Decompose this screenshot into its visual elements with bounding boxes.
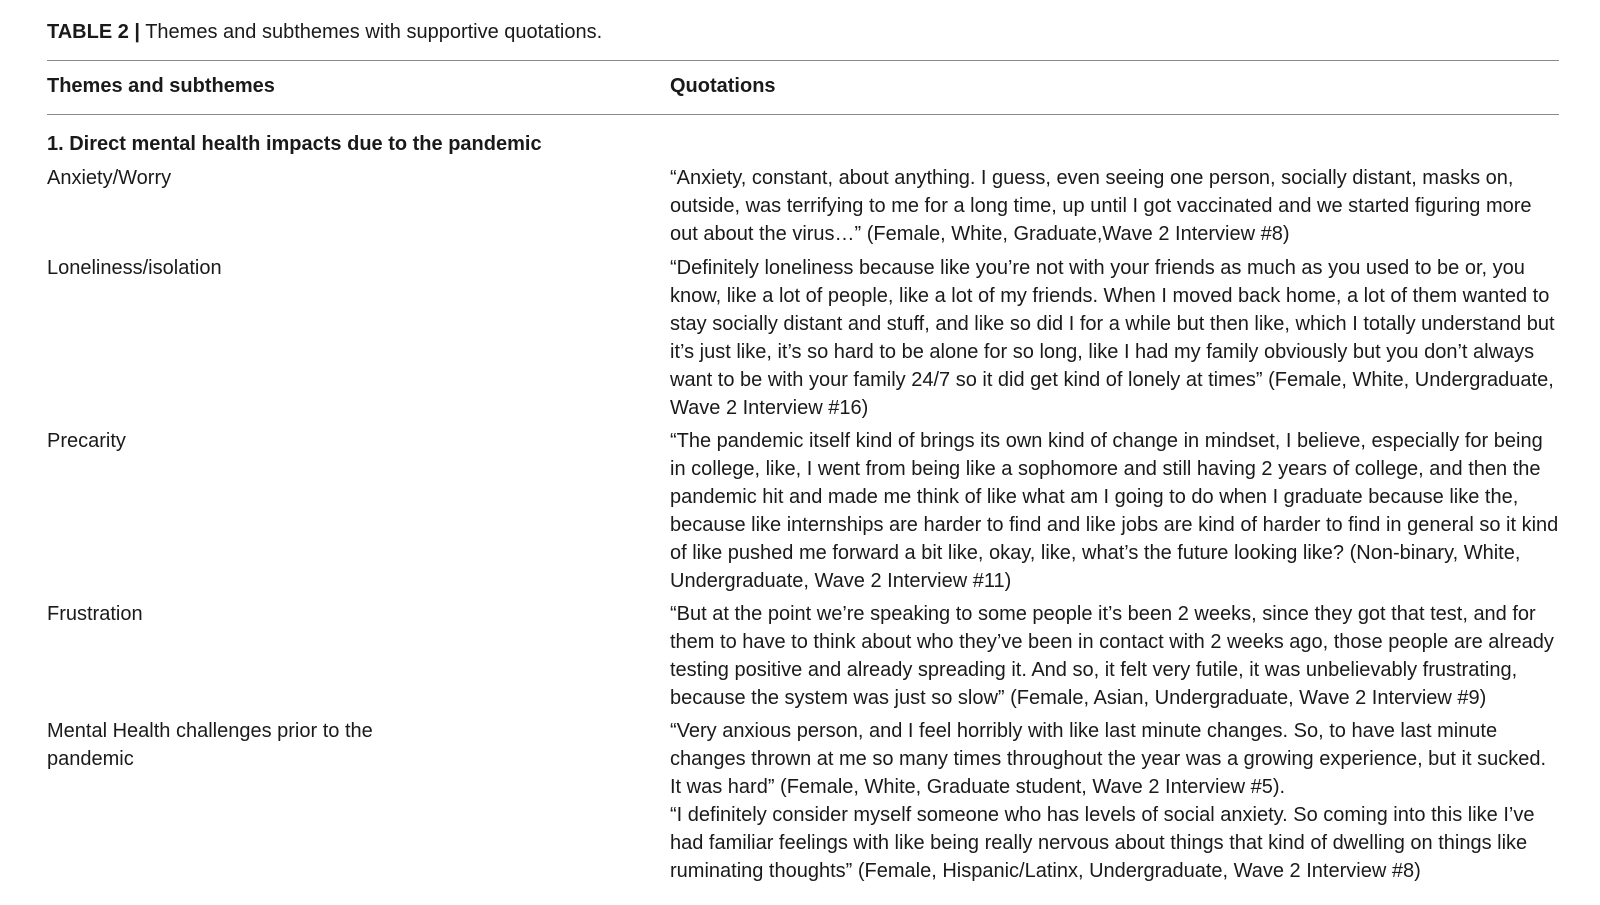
quotation-text: “Anxiety, constant, about anything. I guess, even seeing one person, socially distant, masks on, outside, was terrifying to me for a long time, up until I got vaccinated and we started figuring more out about the virus…” (Female, White, Graduate,Wave 2 Interview #8) <box>670 167 1532 245</box>
quotation-text: “Very anxious person, and I feel horribly with like last minute changes. So, to have last minute changes thrown at me so many times throughout the year was a growing experience, but it sucked. It was hard” (Female, White, Graduate student, Wave 2 Interview #5). <box>670 720 1547 798</box>
table-top-rule <box>47 60 1559 61</box>
section-heading: 1. Direct mental health impacts due to the pandemic <box>47 133 542 155</box>
subtheme-label: Mental Health challenges prior to the pandemic <box>47 720 373 770</box>
subtheme-label: Frustration <box>47 603 143 625</box>
column-header-themes: Themes and subthemes <box>47 75 275 97</box>
quotation-cell <box>670 164 1559 248</box>
quotation-text: “But at the point we’re speaking to some people it’s been 2 weeks, since they got that test, and for them to have to think about who they’ve been in contact with 2 weeks ago, those people are already testing positive and already spreading it. And so, it felt very futile, it was unbelievably frustrating, because the system was just so slow” (Female, Asian, Undergraduate, Wave 2 Interview #9) <box>670 603 1554 709</box>
subtheme-label: Anxiety/Worry <box>47 167 172 189</box>
table-header-rule <box>47 114 1559 115</box>
table-caption-label: TABLE 2 | <box>47 21 141 43</box>
table-caption-text: Themes and subthemes with supportive quotations. <box>145 21 603 43</box>
subtheme-label: Loneliness/isolation <box>47 257 222 279</box>
quotation-text: “The pandemic itself kind of brings its own kind of change in mindset, I believe, especially for being in college, like, I went from being like a sophomore and still having 2 years of college, and then the pandemic hit and made me think of like what am I going to do when I graduate because like the, because like internships are harder to find and like jobs are kind of harder to find in general so it kind of like pushed me forward a bit like, okay, like, what’s the future looking like? (Non-binary, White, Undergraduate, Wave 2 Interview #11) <box>670 430 1559 592</box>
quotation-cell <box>670 717 1559 885</box>
quotation-text: “Definitely loneliness because like you’re not with your friends as much as you used to be or, you know, like a lot of people, like a lot of my friends. When I moved back home, a lot of them wanted to stay socially distant and stuff, and like so did I for a while but then like, which I totally understand but it’s just like, it’s so hard to be alone for so long, like I had my family obviously but you don’t always want to be with your family 24/7 so it did get kind of lonely at times” (Female, White, Undergraduate, Wave 2 Interview #16) <box>670 257 1555 419</box>
table-caption <box>47 19 602 45</box>
quotation-cell <box>670 427 1559 595</box>
quotation-cell <box>670 254 1559 422</box>
quotation-text: “I definitely consider myself someone who has levels of social anxiety. So coming into this like I’ve had familiar feelings with like being really nervous about things that kind of dwelling on things like ruminating thoughts” (Female, Hispanic/Latinx, Undergraduate, Wave 2 Interview #8) <box>670 804 1535 882</box>
subtheme-label: Precarity <box>47 430 126 452</box>
quotation-cell <box>670 600 1559 712</box>
column-header-quotations: Quotations <box>670 75 776 97</box>
